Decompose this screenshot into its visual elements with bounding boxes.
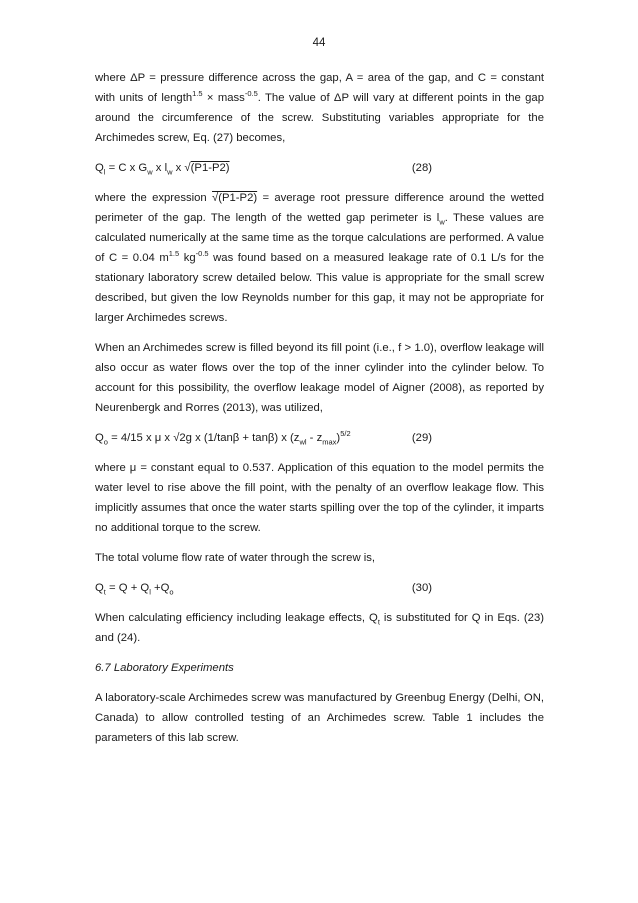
paragraph-6: When calculating efficiency including leakage effects, $Q_t$ is substituted for Q in Eqs. (23) and (24). [95,612,544,644]
section-heading: 6.7 Laboratory Experiments [95,662,234,674]
paragraph-1: where ΔP = pressure difference across the gap, A = area of the gap, and C = constant with units of length$^{1.5}$ × mass$^{-0.5}$. The value of ΔP will vary at different points in the gap around the circumference of the screw. Substituting variables appropriate for the Archimedes screw, Eq. (27) becomes, [95,72,544,144]
equation-29-number: (29) [411,432,432,444]
paragraph-7: A laboratory-scale Archimedes screw was manufactured by Greenbug Energy (Delhi, ON, Canada) to allow controlled testing of an Archimedes screw. Table 1 includes the parameters of this lab screw. [95,692,544,744]
page-number: 44 [312,37,326,49]
paragraph-5: The total volume flow rate of water through the screw is, [95,552,376,564]
equation-30 [95,578,544,598]
paragraph-2: where the expression √(P1-P2) = average root pressure difference around the wetted perimeter of the gap. The length of the wetted gap perimeter is $l_w$. These values are calculated numerically at the same time as the torque calculations are performed. A value of C = 0.04 $m^{1.5}$ $kg^{-0.5}$ was found based on a measured leakage rate of 0.1 L/s for the stationary laboratory screw detailed below. This value is appropriate for the small screw described, but given the low Reynolds number for this gap, it may not be appropriate for larger Archimedes screws. [95,192,544,324]
equation-28-number: (28) [411,162,432,174]
paragraph-4: where μ = constant equal to 0.537. Application of this equation to the model permits the water level to rise above the fill point, with the penalty of an overflow leakage flow. This implicitly assumes that once the water starts spilling over the top of the cylinder, it imparts no additional torque to the screw. [95,462,544,534]
page-body [95,68,544,758]
equation-30-number: (30) [411,582,432,594]
equation-28 [95,158,544,178]
equation-30-formula: $Q_t = Q + Q_l +Q_o$ [95,582,174,597]
equation-28-formula: $Q_l = C$ x $G_w$ x $l_w$ x √(P1-P2) [95,162,230,177]
paragraph-3: When an Archimedes screw is filled beyond its fill point (i.e., f > 1.0), overflow leakage will also occur as water flows over the top of the inner cylinder into the cylinder below. To account for this possibility, the overflow leakage model of Aigner (2008), as reported by Neurenbergk and Rorres (2013), was utilized, [95,342,544,414]
equation-29 [95,428,544,448]
equation-29-formula: $Q_o = 4/15$ x μ x √2g x (1/tanβ + tanβ) x $(z_{wl} - z_{max})^{5/2}$ [95,429,351,447]
